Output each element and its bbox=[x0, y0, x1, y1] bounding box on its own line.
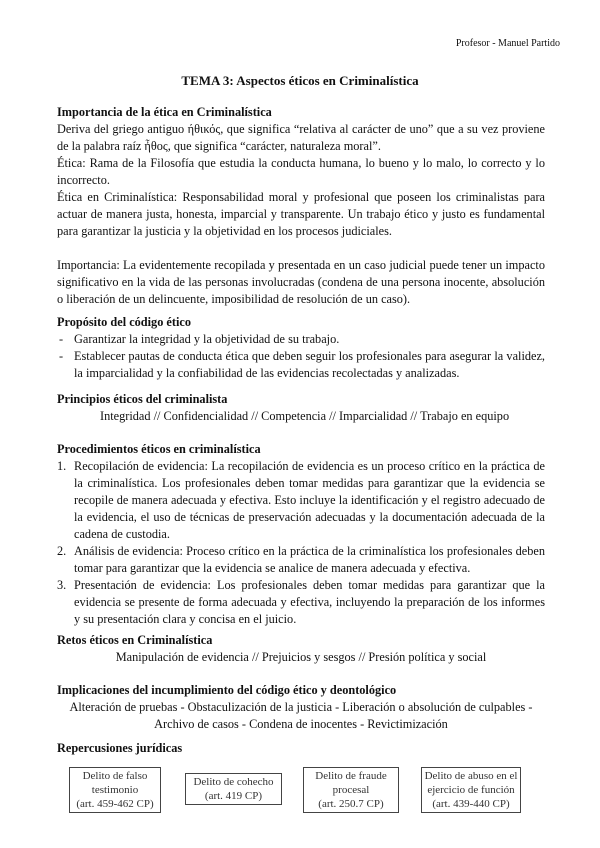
paragraph: Importancia: La evidentemente recopilada y presentada en un caso judicial puede tener un impacto significativo en la vida de las personas involucradas (condena de una persona inocente, absolución o liberación de un delincuente, imposibilidad de resolución de un caso). bbox=[57, 258, 545, 306]
section-implicaciones bbox=[57, 682, 545, 733]
item-number: 1. bbox=[57, 459, 67, 473]
paragraph: Ética: Rama de la Filosofía que estudia la conducta humana, lo bueno y lo malo, lo correcto y lo incorrecto. bbox=[57, 156, 545, 187]
item-text: Recopilación de evidencia: La recopilación de evidencia es un proceso crítico en la práctica de la criminalística. Los profesionales deben tomar medidas para garantizar que la evidencia se recopile de manera adecuada y efectiva. Esto incluye la identificación y el registro adecuado de la evidencia, el uso de técnicas de preservación adecuadas y la documentación adecuada de la cadena de custodia. bbox=[74, 459, 545, 541]
implications-line: Alteración de pruebas - Obstaculización de la justicia - Liberación o absolución de culpables - bbox=[69, 700, 533, 714]
section-heading: Repercusiones jurídicas bbox=[57, 741, 183, 755]
section-principios bbox=[57, 391, 545, 425]
list-item bbox=[57, 458, 545, 543]
page-header: Profesor - Manuel Partido bbox=[455, 38, 560, 49]
legal-boxes bbox=[57, 765, 545, 815]
item-number: 2. bbox=[57, 544, 67, 558]
principles-line: Integridad // Confidencialidad // Competencia // Imparcialidad // Trabajo en equipo bbox=[100, 409, 510, 423]
item-text: Análisis de evidencia: Proceso crítico en la práctica de la criminalística los profesionales deben tomar para garantizar que la evidencia se analice de manera adecuada y efectiva. bbox=[74, 544, 545, 575]
page-title: TEMA 3: Aspectos éticos en Criminalística bbox=[181, 73, 419, 88]
item-text: Presentación de evidencia: Los profesionales deben tomar medidas para garantizar que la evidencia se presente de forma adecuada y efectiva, incluyendo la preparación de los informes y su presentación clara y concisa en el juicio. bbox=[74, 578, 545, 626]
paragraph: Ética en Criminalística: Responsabilidad moral y profesional que poseen los criminalistas para actuar de manera justa, honesta, imparcial y transparente. Un trabajo ético y justo es fundamental para garantizar la justicia y la objetividad en los procesos judiciales. bbox=[57, 190, 545, 238]
item-number: 3. bbox=[57, 578, 67, 592]
section-proposito bbox=[57, 314, 545, 382]
list-item bbox=[57, 577, 545, 628]
section-importancia bbox=[57, 104, 545, 308]
section-heading: Implicaciones del incumplimiento del código ético y deontológico bbox=[57, 683, 397, 697]
list-item: - Establecer pautas de conducta ética que deben seguir los profesionales para asegurar la validez, la imparcialidad y la confiabilidad de las evidencias recolectadas y analizadas. bbox=[57, 348, 545, 382]
section-heading: Importancia de la ética en Criminalística bbox=[57, 105, 272, 119]
challenges-line: Manipulación de evidencia // Prejuicios y sesgos // Presión política y social bbox=[115, 650, 487, 664]
section-heading: Principios éticos del criminalista bbox=[57, 392, 228, 406]
section-retos bbox=[57, 632, 545, 666]
section-heading: Propósito del código ético bbox=[57, 315, 191, 329]
section-heading: Retos éticos en Criminalística bbox=[57, 633, 213, 647]
list-item bbox=[57, 543, 545, 577]
implications-line: Archivo de casos - Condena de inocentes - Revictimización bbox=[154, 717, 448, 731]
section-procedimientos bbox=[57, 441, 545, 628]
legal-box: Delito de cohecho (art. 419 CP) bbox=[185, 773, 282, 805]
section-repercusiones bbox=[57, 740, 545, 757]
section-heading: Procedimientos éticos en criminalística bbox=[57, 442, 261, 456]
list-item: - Garantizar la integridad y la objetividad de su trabajo. bbox=[57, 331, 545, 348]
legal-box: Delito de fraude procesal (art. 250.7 CP) bbox=[303, 767, 399, 813]
legal-box: Delito de falso testimonio (art. 459-462 CP) bbox=[69, 767, 161, 813]
paragraph: Deriva del griego antiguo ήθικός, que significa “relativa al carácter de uno” que a su vez proviene de la palabra raíz ἦθος, que significa “carácter, naturaleza moral”. bbox=[57, 122, 545, 153]
legal-box: Delito de abuso en el ejercicio de función (art. 439-440 CP) bbox=[421, 767, 521, 813]
